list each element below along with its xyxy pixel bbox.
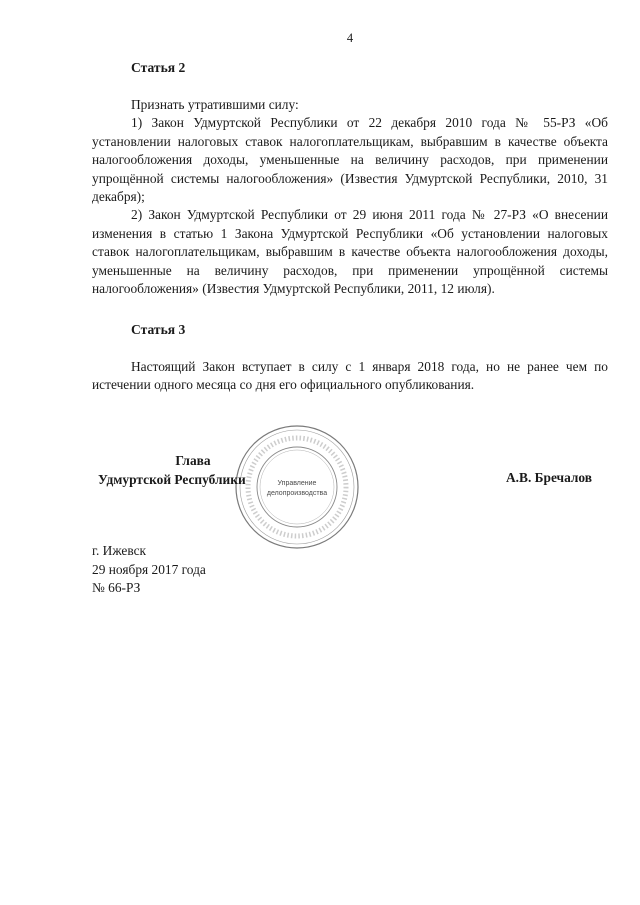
article-3-heading: Статья 3 xyxy=(131,322,186,337)
article-2-item-2: 2) Закон Удмуртской Республики от 29 июня 2011 года № 27-РЗ «О внесении изменения в статью 1 Закона Удмуртской Республики «Об установлении налоговых ставок налогоплательщикам, выбравшим в качестве объекта налогообложения доходы, уменьшенные на величину расходов, при применении упрощённой системы налогообложения» (Известия Удмуртской Республики, 2011, 12 июля). xyxy=(92,207,608,297)
article-3-body xyxy=(92,358,608,395)
place-date-number xyxy=(92,542,206,598)
page-number: 4 xyxy=(346,31,354,45)
law-number: № 66-РЗ xyxy=(92,580,141,596)
article-2-item-1: 1) Закон Удмуртской Республики от 22 декабря 2010 года № 55-РЗ «Об установлении налоговых ставок налогоплательщикам, выбравшим в качестве объекта налогообложения доходы, уменьшенные на величину расходов, при применении упрощённой системы налогообложения» (Известия Удмуртской Республики, 2010, 31 декабря); xyxy=(92,115,608,205)
article-3-text: Настоящий Закон вступает в силу с 1 января 2018 года, но не ранее чем по истечении одного месяца со дня его официального опубликования. xyxy=(92,359,608,393)
signatory-title xyxy=(98,451,278,489)
article-2-heading: Статья 2 xyxy=(131,60,186,75)
article-2-intro: Признать утратившими силу: xyxy=(131,97,299,112)
city: г. Ижевск xyxy=(92,543,147,558)
seal-inner-line-2: делопроизводства xyxy=(266,490,328,497)
article-2-body xyxy=(92,96,608,298)
signatory-name: А.В. Бречалов xyxy=(506,470,593,485)
law-date: 29 ноября 2017 года xyxy=(92,561,206,577)
seal-inner-line-1: Управление xyxy=(277,480,317,487)
signatory-title-line-1: Глава xyxy=(175,453,211,468)
signatory-title-line-2: Удмуртской Республики xyxy=(98,472,246,487)
